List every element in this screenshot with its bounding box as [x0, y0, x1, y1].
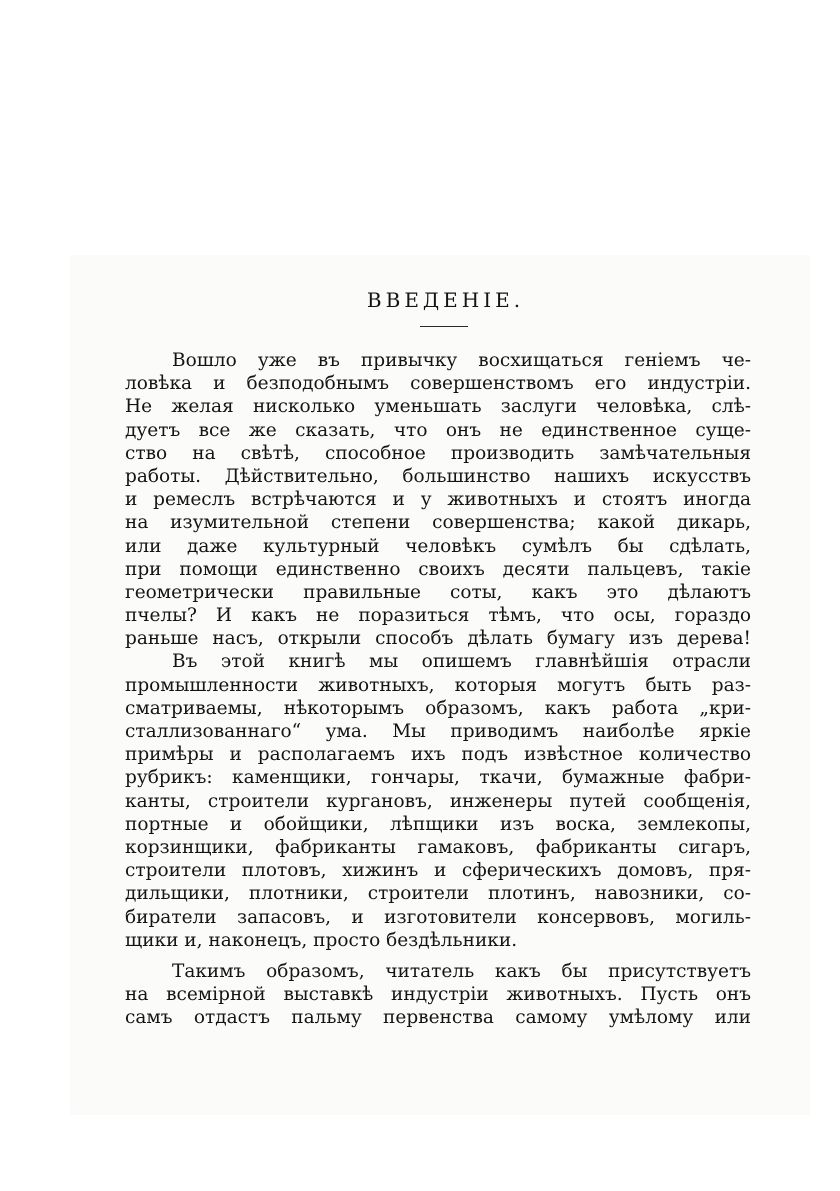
- paragraph-line: пчелы? И какъ не поразиться тѣмъ, что осы, гораздо: [125, 605, 751, 627]
- paragraph-line: сталлизованнаго“ ума. Мы приводимъ наиболѣе яркіе: [125, 721, 751, 742]
- paragraph-line: работы. Дѣйствительно, большинство нашихъ искусствъ: [125, 465, 751, 487]
- paragraph-line: дильщики, плотники, строители плотинъ, навозники, со-: [125, 883, 751, 905]
- paragraph-line: и ремеслъ встрѣчаются и у животныхъ и стоятъ иногда: [125, 489, 751, 511]
- paragraph-line: или даже культурный человѣкъ сумѣлъ бы сдѣлать,: [125, 535, 751, 557]
- paragraph-line: Такимъ образомъ, читатель какъ бы присутствуетъ: [172, 960, 751, 982]
- paragraph-line: дуетъ все же сказать, что онъ не единственное суще-: [125, 419, 751, 441]
- paragraph-line: канты, строители кургановъ, инженеры путей сообщенія,: [125, 790, 751, 812]
- text-block: [125, 280, 751, 1029]
- paragraph-line: биратели запасовъ, и изготовители консервовъ, могиль-: [125, 906, 751, 928]
- paragraph-line: геометрически правильные соты, какъ это дѣлаютъ: [125, 581, 751, 603]
- paragraph-line: строители плотовъ, хижинъ и сферическихъ домовъ, пря-: [125, 860, 751, 882]
- paragraph-1: [125, 349, 751, 650]
- paragraph-line: рубрикъ: каменщики, гончары, ткачи, бумажные фабри-: [125, 767, 751, 789]
- paragraph-line: на всемірной выставкѣ индустріи животныхъ. Пусть онъ: [125, 984, 751, 1006]
- paragraph-line: на изумительной степени совершенства; какой дикарь,: [125, 512, 751, 534]
- paragraph-line: Въ этой книгѣ мы опишемъ главнѣйшія отрасли: [172, 651, 751, 673]
- chapter-heading: ВВЕДЕНІЕ.: [366, 288, 525, 312]
- paragraph-line: сматриваемы, нѣкоторымъ образомъ, какъ работа „кри-: [125, 697, 751, 719]
- paragraph-line: портные и обойщики, лѣпщики изъ воска, землекопы,: [125, 813, 751, 835]
- paragraph-3: [125, 960, 751, 1030]
- paragraph-line: корзинщики, фабриканты гамаковъ, фабриканты сигаръ,: [125, 836, 751, 858]
- paragraph-line: Вошло уже въ привычку восхищаться геніемъ че-: [172, 350, 751, 371]
- heading-rule: [420, 326, 468, 327]
- paragraph-line: промышленности животныхъ, которыя могутъ быть раз-: [125, 674, 751, 696]
- paragraph-line: щики и, наконецъ, просто бездѣльники.: [125, 929, 518, 951]
- paragraph-line: Не желая нисколько уменьшать заслуги человѣка, слѣ-: [125, 396, 751, 418]
- paragraph-line: ство на свѣтѣ, способное производить замѣчательныя: [125, 442, 751, 464]
- paragraph-line: раньше насъ, открыли способъ дѣлать бумагу изъ дерева!: [125, 628, 751, 650]
- paragraph-2: [125, 650, 751, 951]
- paragraph-line: при помощи единственно своихъ десяти пальцевъ, такіе: [125, 558, 751, 580]
- paragraph-line: примѣры и располагаемъ ихъ подъ извѣстное количество: [125, 744, 751, 766]
- paragraph-line: ловѣка и безподобнымъ совершенствомъ его индустріи.: [125, 373, 751, 395]
- paragraph-line: самъ отдастъ пальму первенства самому умѣлому или: [125, 1007, 751, 1029]
